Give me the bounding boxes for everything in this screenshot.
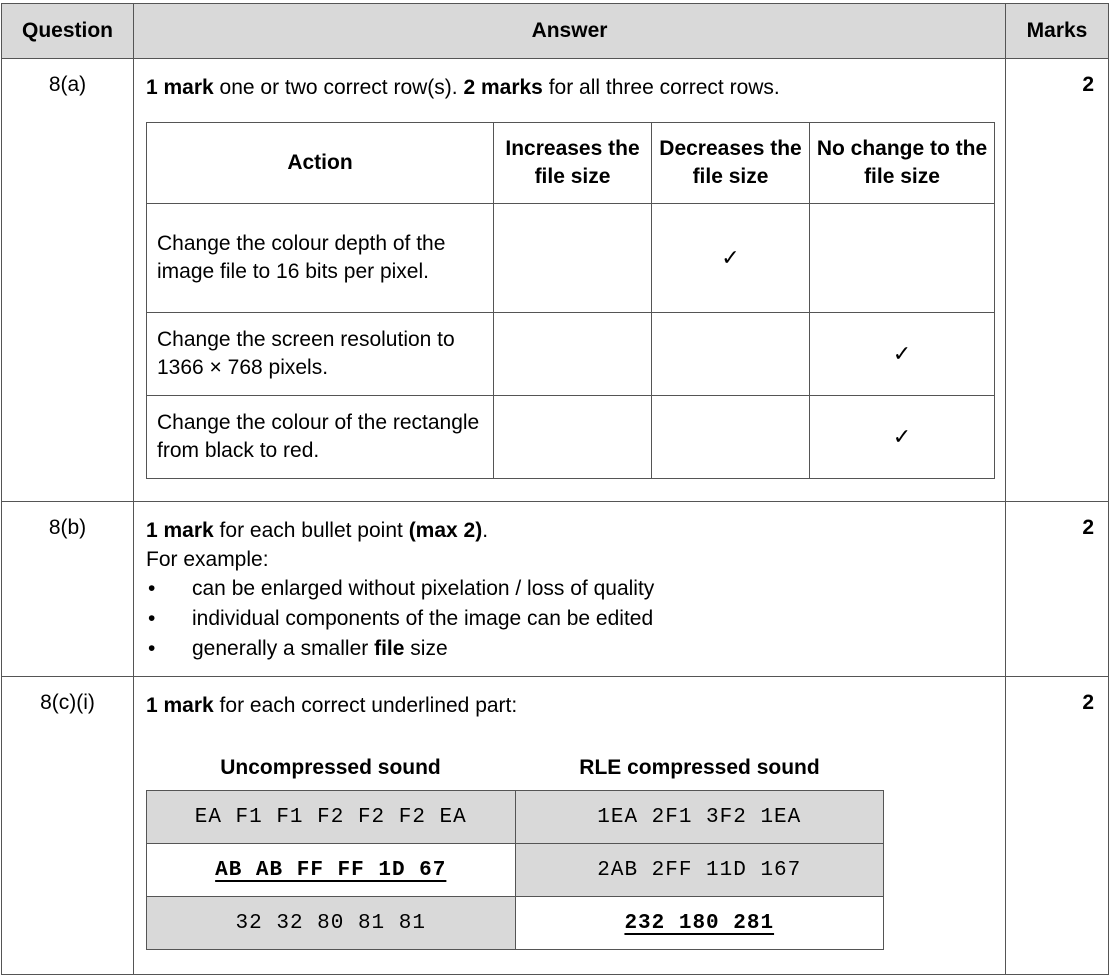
question-label: 8(a) bbox=[2, 59, 134, 502]
bold-text: 2 marks bbox=[463, 76, 543, 99]
question-label: 8(c)(i) bbox=[2, 677, 134, 975]
action-text: Change the colour depth of the image file to 16 bits per pixel. bbox=[147, 204, 494, 313]
no-change-cell: ✓ bbox=[810, 313, 995, 396]
action-text: Change the screen resolution to 1366 × 768 pixels. bbox=[147, 313, 494, 396]
table-row bbox=[147, 791, 884, 844]
question-row-8ci bbox=[2, 677, 1109, 975]
answer-cell bbox=[134, 677, 1006, 975]
list-item bbox=[146, 634, 993, 664]
no-change-header: No change to the file size bbox=[810, 123, 995, 204]
rle-heading: RLE compressed sound bbox=[579, 756, 820, 779]
question-row-8a bbox=[2, 59, 1109, 502]
mark-instruction bbox=[146, 516, 993, 545]
marks-value: 2 bbox=[1006, 59, 1109, 502]
increases-cell bbox=[494, 204, 652, 313]
bold-text: 1 mark bbox=[146, 694, 214, 717]
answer-cell bbox=[134, 59, 1006, 502]
table-row bbox=[147, 396, 995, 479]
no-change-cell bbox=[810, 204, 995, 313]
action-table bbox=[146, 122, 995, 479]
bold-text: 1 mark bbox=[146, 76, 214, 99]
marks-header: Marks bbox=[1006, 4, 1109, 59]
rle-answer-cell: 232 180 281 bbox=[515, 897, 884, 950]
text: for each bullet point bbox=[213, 519, 409, 542]
text: one or two correct row(s). bbox=[213, 76, 464, 99]
text: generally a smaller bbox=[192, 637, 375, 660]
bold-text: 1 mark bbox=[146, 519, 214, 542]
text: for each correct underlined part: bbox=[213, 694, 518, 717]
uncompressed-cell: 32 32 80 81 81 bbox=[147, 897, 516, 950]
marks-value: 2 bbox=[1006, 677, 1109, 975]
question-label: 8(b) bbox=[2, 502, 134, 677]
example-label: For example: bbox=[146, 548, 269, 571]
question-header: Question bbox=[2, 4, 134, 59]
uncompressed-cell: EA F1 F1 F2 F2 F2 EA bbox=[147, 791, 516, 844]
mark-instruction bbox=[146, 73, 993, 102]
mark-instruction bbox=[146, 691, 993, 720]
uncompressed-answer-cell: AB AB FF FF 1D 67 bbox=[147, 844, 516, 897]
header-row bbox=[2, 4, 1109, 59]
marks-value: 2 bbox=[1006, 502, 1109, 677]
rle-column-headings bbox=[146, 756, 884, 780]
table-row bbox=[147, 204, 995, 313]
decreases-cell: ✓ bbox=[652, 204, 810, 313]
list-item: • individual components of the image can be edited bbox=[146, 604, 993, 634]
bold-text: (max 2) bbox=[408, 519, 483, 542]
action-text: Change the colour of the rectangle from black to red. bbox=[147, 396, 494, 479]
increases-header: Increases the file size bbox=[494, 123, 652, 204]
answer-cell bbox=[134, 502, 1006, 677]
text: size bbox=[404, 637, 448, 660]
table-row bbox=[147, 313, 995, 396]
action-header: Action bbox=[147, 123, 494, 204]
mark-scheme-table bbox=[1, 3, 1109, 975]
no-change-cell: ✓ bbox=[810, 396, 995, 479]
bullet-list bbox=[146, 574, 993, 664]
decreases-cell bbox=[652, 396, 810, 479]
rle-table bbox=[146, 790, 884, 950]
action-table-header bbox=[147, 123, 995, 204]
text: . bbox=[482, 519, 489, 542]
question-row-8b bbox=[2, 502, 1109, 677]
list-item: • can be enlarged without pixelation / loss of quality bbox=[146, 574, 993, 604]
rle-cell: 2AB 2FF 11D 167 bbox=[515, 844, 884, 897]
decreases-cell bbox=[652, 313, 810, 396]
table-row bbox=[147, 844, 884, 897]
bold-text: file bbox=[374, 637, 405, 660]
text: for all three correct rows. bbox=[542, 76, 780, 99]
increases-cell bbox=[494, 396, 652, 479]
rle-cell: 1EA 2F1 3F2 1EA bbox=[515, 791, 884, 844]
increases-cell bbox=[494, 313, 652, 396]
uncompressed-heading: Uncompressed sound bbox=[220, 756, 441, 779]
decreases-header: Decreases the file size bbox=[652, 123, 810, 204]
answer-header: Answer bbox=[134, 4, 1006, 59]
table-row bbox=[147, 897, 884, 950]
